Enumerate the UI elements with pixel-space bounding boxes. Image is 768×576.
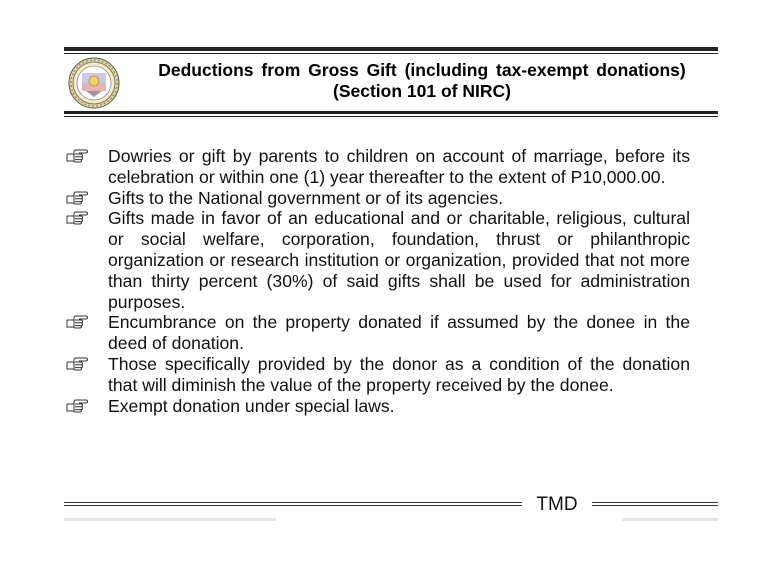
- header-top-rule: [64, 47, 718, 51]
- footer-rule-right: [592, 502, 718, 503]
- list-item-text: Exempt donation under special laws.: [108, 395, 395, 416]
- pointing-hand-icon: [66, 399, 88, 413]
- list-item: [66, 354, 690, 396]
- list-item-text: Encumbrance on the property donated if assumed by the donee in the deed of donation.: [108, 312, 690, 354]
- list-item: [66, 188, 690, 209]
- footer-rule-left-thin: [64, 505, 522, 506]
- list-item-text: Dowries or gift by parents to children on account of marriage, before its celebration or within one (1) year thereafter to the extent of P10,000.00.: [108, 146, 690, 187]
- header-bottom-rule: [64, 111, 718, 114]
- faded-footer-text-left: [64, 518, 276, 521]
- pointing-hand-icon: [66, 149, 88, 163]
- list-item-text: Gifts to the National government or of its agencies.: [108, 187, 504, 208]
- list-item: [66, 208, 690, 312]
- title-line-1: Deductions from Gross Gift (including tax-exempt donations): [158, 60, 686, 80]
- list-item: [66, 312, 690, 354]
- government-seal-icon: [68, 57, 120, 109]
- slide-title: [122, 60, 722, 102]
- deductions-list: [66, 146, 690, 416]
- list-item: [66, 396, 690, 417]
- list-item: [66, 146, 690, 188]
- footer-rule-left: [64, 502, 522, 503]
- header-bottom-rule-thin: [64, 116, 718, 117]
- footer-rule-right-thin: [592, 505, 718, 506]
- pointing-hand-icon: [66, 211, 88, 225]
- title-line-2: (Section 101 of NIRC): [333, 81, 511, 101]
- faded-footer-text-right: [622, 518, 718, 521]
- pointing-hand-icon: [66, 357, 88, 371]
- pointing-hand-icon: [66, 315, 88, 329]
- list-item-text: Those specifically provided by the donor as a condition of the donation that will diminish the value of the property received by the donee.: [108, 353, 690, 395]
- pointing-hand-icon: [66, 191, 88, 205]
- footer-label: TMD: [536, 494, 578, 515]
- list-item-text: Gifts made in favor of an educational and or charitable, religious, cultural or social welfare, corporation, foundation, thrust or philanthropic organization or research institution or organization, provided that not more than thirty percent (30%) of said gifts shall be used for administration purposes.: [108, 208, 690, 312]
- header-top-rule-thin: [64, 53, 718, 54]
